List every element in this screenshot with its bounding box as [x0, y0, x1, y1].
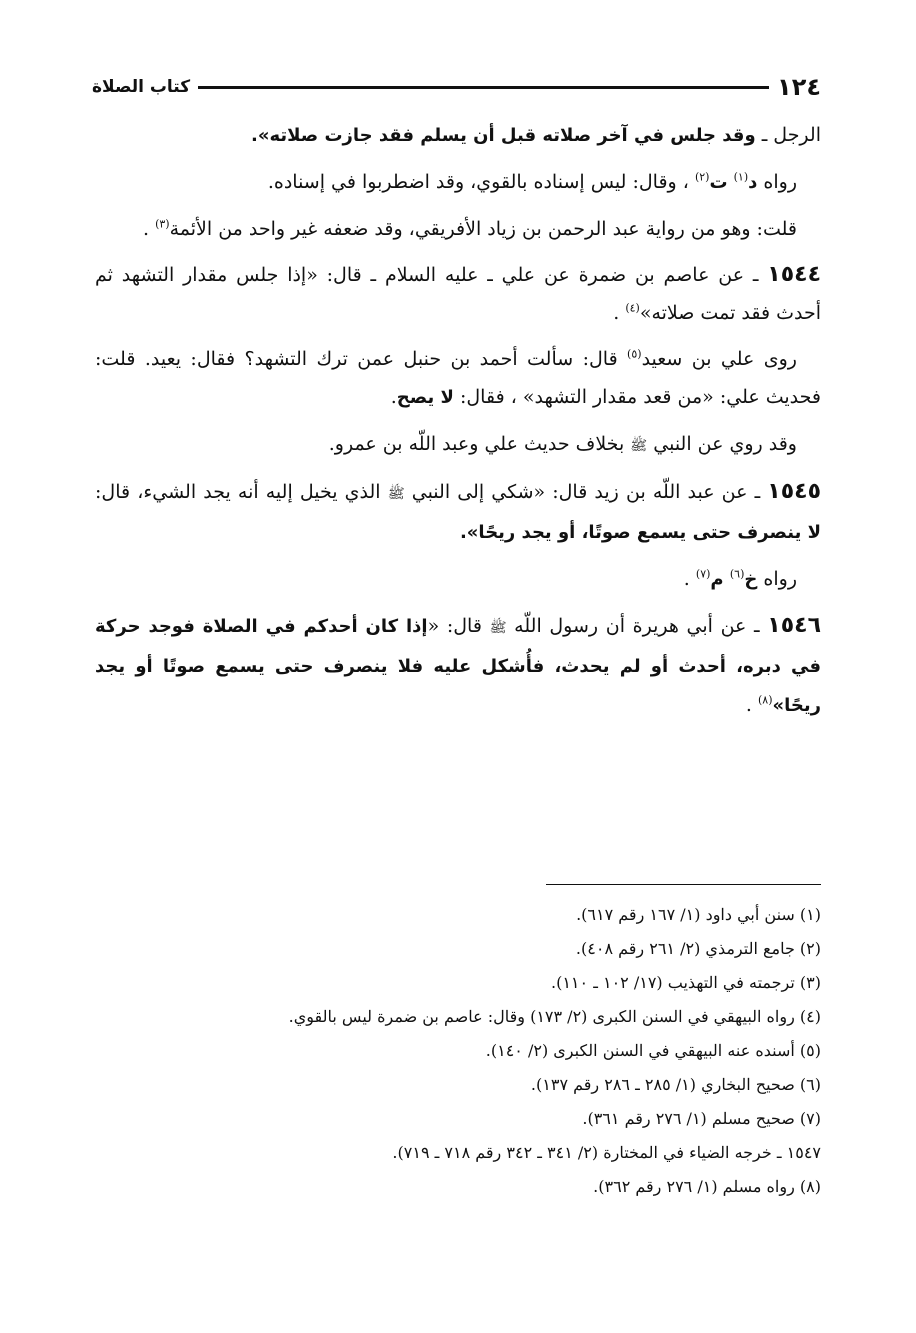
text-run: بخلاف حديث علي وعبد اللّه بن عمرو. [328, 433, 631, 455]
bold-hadith-text: لا ينصرف حتى يسمع صوتًا، أو يجد ريحًا». [459, 522, 821, 543]
footnote-item: (٢) جامع الترمذي (٢/ ٢٦١ رقم ٤٠٨). [575, 939, 821, 958]
footnote-ref: (٧) [695, 567, 711, 581]
text-run: قلت: وهو من رواية عبد الرحمن بن زياد الأفريقي، وقد ضعفه غير واحد من الأئمة [169, 218, 797, 240]
hadith-number: ١٥٤٤ [767, 262, 821, 287]
paragraph-continuation [95, 116, 821, 155]
source-symbol: ت [709, 172, 728, 193]
footnote-item: (٨) رواه مسلم (١/ ٢٧٦ رقم ٣٦٢). [593, 1177, 821, 1196]
footnote-item: (٤) رواه البيهقي في السنن الكبرى (٢/ ١٧٣) وقال: عاصم بن ضمرة ليس بالقوي. [288, 1007, 821, 1026]
text-run: ـ عن عاصم بن ضمرة عن علي ـ عليه السلام ـ قال: «إذا جلس مقدار التشهد ثم أحدث فقد تمت صلاته» [95, 264, 821, 324]
footnote-item: (٦) صحيح البخاري (١/ ٢٨٥ ـ ٢٨٦ رقم ١٣٧). [530, 1075, 821, 1094]
hadith-1544 [95, 256, 821, 332]
footnote-ref: (١) [733, 170, 749, 184]
paragraph-narration [95, 560, 821, 599]
footnote-item: (٧) صحيح مسلم (١/ ٢٧٦ رقم ٣٦١). [582, 1109, 821, 1128]
footnote-item: (١) سنن أبي داود (١/ ١٦٧ رقم ٦١٧). [576, 905, 821, 924]
text-run: الذي يخيل إليه أنه يجد الشيء، قال: [95, 481, 388, 503]
hadith-number: ١٥٤٥ [767, 479, 821, 504]
text-run: . [613, 302, 626, 324]
text-run: ـ عن أبي هريرة أن رسول اللّه [506, 615, 768, 637]
text-run: ، وقال: ليس إسناده بالقوي، وقد اضطربوا في إسناده. [267, 171, 695, 193]
honorific-glyph: ﷺ [489, 620, 507, 636]
footnote-item: (٥) أسنده عنه البيهقي في السنن الكبرى (٢/ ١٤٠). [485, 1041, 821, 1060]
footnote-ref: (٢) [694, 170, 710, 184]
text-run: . [390, 386, 397, 408]
text-run: روى علي بن سعيد [641, 348, 797, 370]
text-run: وقد روي عن النبي [647, 433, 797, 455]
text-run: قال: « [427, 615, 490, 637]
footnote-item: (٣) ترجمته في التهذيب (١٧/ ١٠٢ ـ ١١٠). [551, 973, 821, 992]
footnote-ref: (٣) [155, 217, 170, 231]
source-symbol: خ [744, 569, 758, 590]
text-run: الرجل ـ [755, 124, 821, 146]
hadith-1546 [95, 607, 821, 725]
footnote-divider [546, 884, 821, 885]
footnote-ref: (٤) [625, 301, 640, 315]
footnote-ref: (٦) [729, 567, 745, 581]
paragraph-comment [95, 210, 821, 248]
source-symbol: م [710, 569, 730, 590]
text-run: رواه [757, 568, 797, 590]
hadith-1545 [95, 473, 821, 552]
honorific-glyph: ﷺ [630, 438, 648, 454]
text-run: . [683, 568, 696, 590]
footnote-ref: (٥) [627, 347, 642, 361]
source-symbol: د [748, 172, 758, 193]
hadith-number: ١٥٤٦ [767, 613, 822, 638]
honorific-glyph: ﷺ [387, 486, 405, 502]
paragraph-narration [95, 163, 821, 202]
bold-hadith-text: وقد جلس في آخر صلاته قبل أن يسلم فقد جازت صلاته». [250, 125, 756, 146]
page-number: ١٢٤ [777, 73, 821, 101]
header-rule [198, 86, 769, 89]
bold-hadith-text: إذا كان أحدكم في الصلاة فوجد حركة في دبره، أحدث أو لم يحدث، فأُشكل عليه فلا ينصرف حتى يسمع صوتًا أو يجد ريحًا» [95, 616, 821, 716]
text-run: رواه [757, 171, 797, 193]
main-text [95, 116, 821, 733]
paragraph-comment [95, 425, 821, 465]
page-header [92, 70, 821, 104]
footnote-ref: (٨) [758, 693, 773, 707]
text-run: . [745, 694, 758, 716]
bold-text: لا يصح [396, 387, 454, 408]
chapter-title: كتاب الصلاة [92, 77, 191, 97]
paragraph-narration [95, 340, 821, 417]
text-run: قال: سألت أحمد بن حنبل عمن ترك التشهد؟ فقال: يعيد. قلت: فحديث علي: «من قعد مقدار التشهد» ، فقال: [95, 348, 821, 408]
text-run: . [142, 218, 156, 240]
footnote-item: ١٥٤٧ ـ خرجه الضياء في المختارة (٢/ ٣٤١ ـ ٣٤٢ رقم ٧١٨ ـ ٧١٩). [392, 1143, 821, 1162]
text-run: ـ عن عبد اللّه بن زيد قال: «شكي إلى النبي [404, 481, 768, 503]
footnotes [95, 898, 821, 1204]
